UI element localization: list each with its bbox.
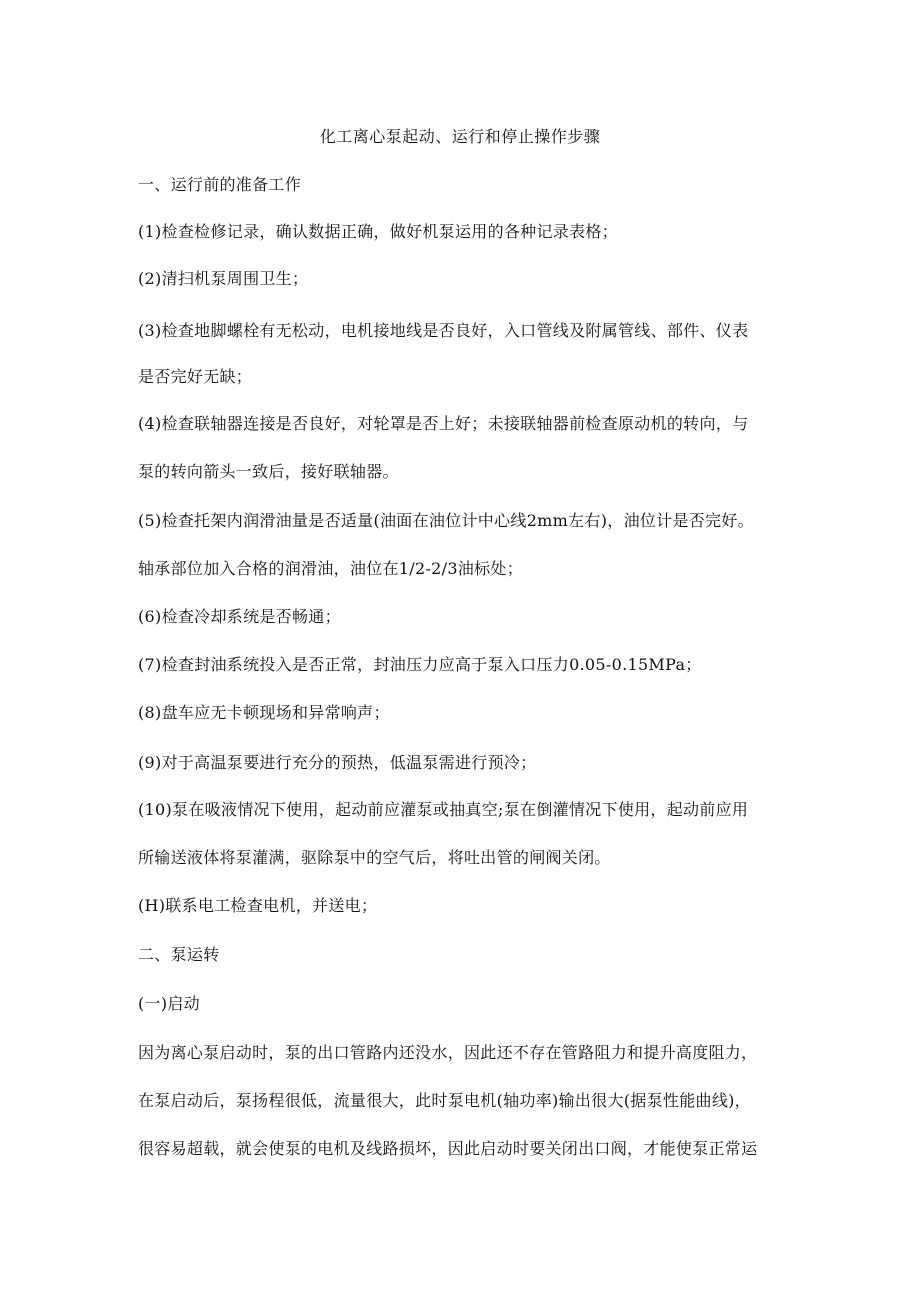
paragraph-line: (7)检查封油系统投入是否正常，封油压力应高于泵入口压力0.05-0.15MPa； [138,655,702,674]
paragraph-line: (6)检查冷却系统是否畅通； [138,607,341,626]
paragraph-line: 在泵启动后，泵扬程很低，流量很大，此时泵电机(轴功率)输出很大(据泵性能曲线)， [138,1091,751,1110]
section-heading-preparation: 一、运行前的准备工作 [138,175,302,194]
paragraph-line: (10)泵在吸液情况下使用，起动前应灌泵或抽真空;泵在倒灌情况下使用，起动前应用 [138,800,749,819]
document-title: 化工离心泵起动、运行和停止操作步骤 [319,127,601,146]
paragraph-line: (2)清扫机泵周围卫生； [138,269,309,288]
subsection-heading-startup: (一)启动 [138,994,200,1013]
paragraph-line: (8)盘车应无卡顿现场和异常响声； [138,703,390,722]
paragraph-line: (4)检查联轴器连接是否良好，对轮罩是否上好；未接联轴器前检查原动机的转向，与 [138,414,749,433]
paragraph-line: 是否完好无缺； [138,367,253,386]
paragraph-line: (1)检查检修记录，确认数据正确，做好机泵运用的各种记录表格； [138,222,618,241]
paragraph-line: 泵的转向箭头一致后，接好联轴器。 [138,462,399,481]
paragraph-line: 因为离心泵启动时，泵的出口管路内还没水，因此还不存在管路阻力和提升高度阻力， [138,1043,758,1062]
section-heading-operation: 二、泵运转 [138,945,220,964]
paragraph-line: 所输送液体将泵灌满，驱除泵中的空气后，将吐出管的闸阀关闭。 [138,848,611,867]
paragraph-line: 轴承部位加入合格的润滑油，油位在1/2-2/3油标处； [138,559,524,578]
paragraph-line: (H)联系电工检查电机，并送电； [138,896,378,915]
paragraph-line: (3)检查地脚螺栓有无松动，电机接地线是否良好，入口管线及附属管线、部件、仪表 [138,321,749,340]
paragraph-line: (9)对于高温泵要进行充分的预热，低温泵需进行预冷； [138,753,537,772]
paragraph-line: 很容易超载，就会使泵的电机及线路损坏，因此启动时要关闭出口阀，才能使泵正常运 [138,1139,758,1158]
paragraph-line: (5)检查托架内润滑油量是否适量(油面在油位计中心线2mm左右)，油位计是否完好。 [138,511,754,530]
